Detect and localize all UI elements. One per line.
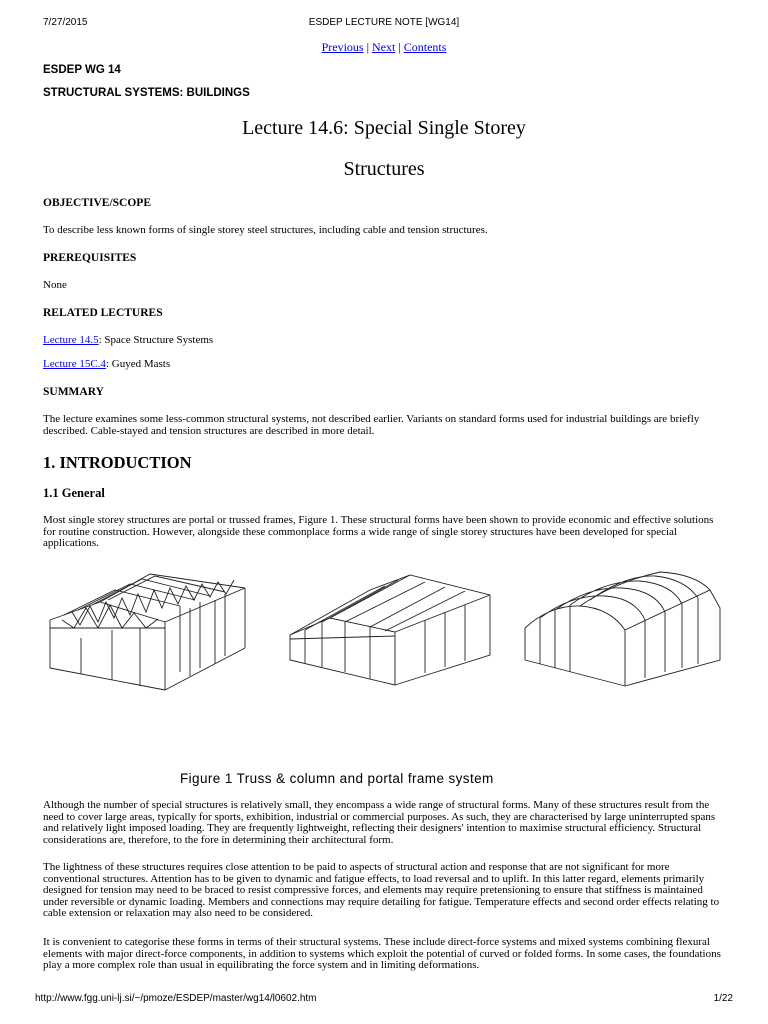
page-title-line2: Structures bbox=[343, 158, 425, 180]
page-number: 1/22 bbox=[713, 993, 733, 1004]
section-1-1-heading: 1.1 General bbox=[43, 486, 105, 500]
next-link[interactable]: Next bbox=[372, 40, 396, 54]
print-title: ESDEP LECTURE NOTE [WG14] bbox=[308, 17, 460, 28]
summary-heading: SUMMARY bbox=[43, 386, 104, 398]
curved-frame-drawing bbox=[525, 572, 720, 686]
nav-separator: | bbox=[363, 40, 372, 54]
section-1-heading: 1. INTRODUCTION bbox=[43, 453, 192, 472]
related-heading: RELATED LECTURES bbox=[43, 307, 163, 319]
paragraph-3: The lightness of these structures requires close attention to be paid to aspects of structural action and response that are not significant for more conventional structures. Attention has to be given to dynamic and fatigue effects, to load reversal and to uplift. In this latter regard, elements primarily designed for tension may need to be braced to resist compressive forces, and elements may require pretensioning to ensure that stiffness is maintained under reversible or dynamic loading. Members and connections may require detailing for fatigue. Temperature effects and second order effects relating to cable extension or relaxation may also need to be considered. bbox=[43, 861, 720, 919]
contents-link[interactable]: Contents bbox=[403, 40, 447, 54]
prerequisites-text: None bbox=[43, 279, 67, 291]
summary-text: The lecture examines some less-common structural systems, not described earlier. Variants on standard forms used for industrial buildings are briefly described. Cable-stayed and tension structures are described in more detail. bbox=[43, 413, 700, 437]
print-date: 7/27/2015 bbox=[43, 17, 88, 28]
paragraph-1: Most single storey structures are portal or trussed frames, Figure 1. These structural forms have been shown to provide economic and effective solutions for routine construction. However, alongside these commonplace forms a wide range of single storey structures have been developed for special applications. bbox=[43, 514, 714, 549]
objective-text: To describe less known forms of single storey steel structures, including cable and tension structures. bbox=[43, 224, 488, 236]
figure-1-caption: Figure 1 Truss & column and portal frame system bbox=[180, 771, 494, 786]
related-link-15c-4[interactable]: Lecture 15C.4 bbox=[43, 358, 106, 370]
previous-link[interactable]: Previous bbox=[321, 40, 364, 54]
portal-frame-drawing bbox=[290, 575, 490, 685]
paragraph-4: It is convenient to categorise these forms in terms of their structural systems. These include direct-force systems and mixed systems combining flexural elements with major direct-force components, in addition to systems which exploit the potential of curved or folded forms. In some cases, the foundations play a more complex role than usual in equilibrating the force system and in limiting deformations. bbox=[43, 936, 721, 971]
nav-links bbox=[0, 40, 768, 55]
page-title: Lecture 14.6: Special Single Storey bbox=[242, 117, 526, 139]
related-item-1: Lecture 14.5: Space Structure Systems bbox=[43, 334, 214, 346]
paragraph-2: Although the number of special structures is relatively small, they encompass a wide range of structural forms. Many of these structures result from the need to cover large areas, typically for sports, exhibition, industrial or commercial purposes. As such, they are characterised by large uninterrupted spans and relatively light imposed loading. They are frequently lightweight, reflecting their designers' intention to maximise structural efficiency. Structural considerations are, therefore, to the fore in determining their architectural form. bbox=[43, 799, 716, 846]
working-group: ESDEP WG 14 bbox=[43, 64, 121, 76]
objective-heading: OBJECTIVE/SCOPE bbox=[43, 197, 151, 209]
prerequisites-heading: PREREQUISITES bbox=[43, 252, 137, 264]
truss-column-drawing bbox=[50, 574, 245, 690]
footer-url: http://www.fgg.uni-lj.si/~/pmoze/ESDEP/master/wg14/l0602.htm bbox=[35, 993, 317, 1004]
related-link-14-5[interactable]: Lecture 14.5 bbox=[43, 334, 99, 346]
figure-1-illustration bbox=[40, 560, 740, 710]
related-item-2: Lecture 15C.4: Guyed Masts bbox=[43, 358, 171, 370]
series-title: STRUCTURAL SYSTEMS: BUILDINGS bbox=[43, 87, 250, 99]
nav-separator: | bbox=[395, 40, 404, 54]
